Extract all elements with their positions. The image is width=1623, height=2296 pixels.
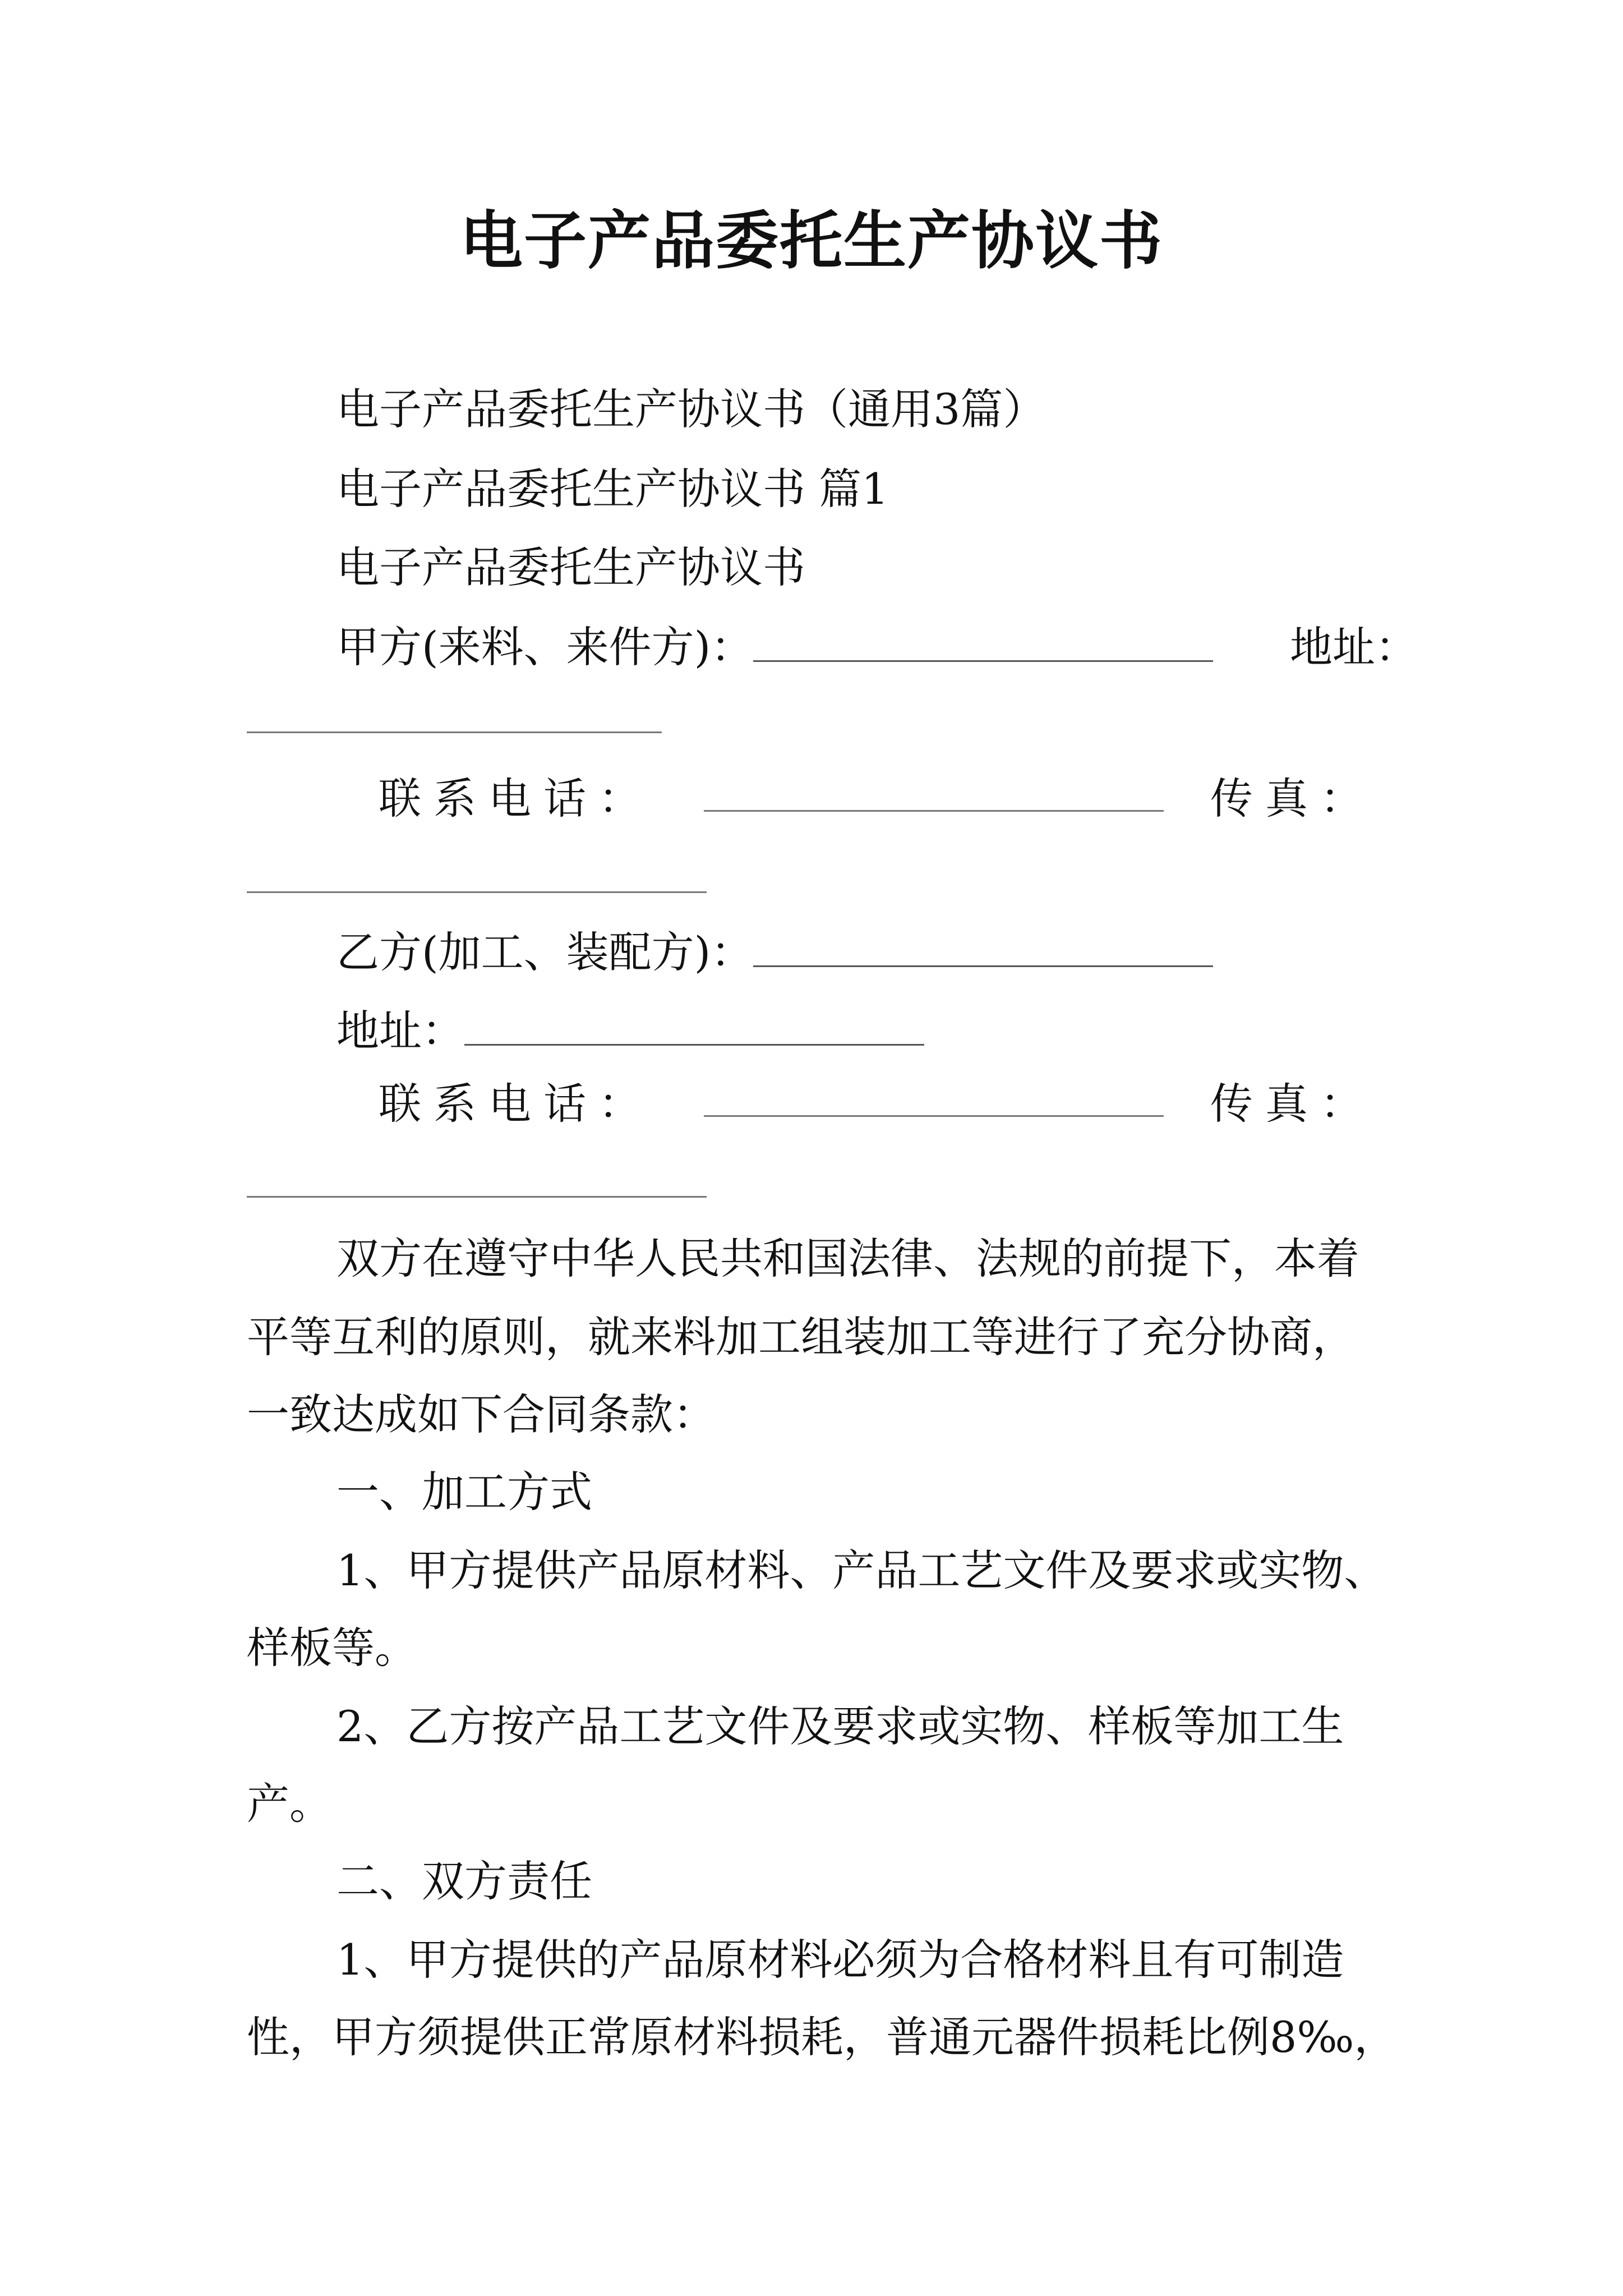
- section-1-item-2-line-2: 产。: [247, 1779, 332, 1829]
- section-1-item-1-line-1: 1、甲方提供产品原材料、产品工艺文件及要求或实物、: [336, 1545, 1387, 1595]
- party-a-name-field[interactable]: [753, 621, 1213, 662]
- preamble-line-1: 双方在遵守中华人民共和国法律、法规的前提下，本着: [336, 1234, 1359, 1283]
- document-title: 电子产品委托生产协议书: [460, 204, 1163, 278]
- party-b-line: [336, 924, 1213, 981]
- section-1-heading: 一、加工方式: [336, 1467, 592, 1517]
- party-b-fax-label: 传真：: [1210, 1079, 1375, 1129]
- party-b-phone-label: 联系电话：: [379, 1079, 653, 1129]
- party-b-name-field[interactable]: [753, 926, 1213, 967]
- section-1-item-1-line-2: 样板等。: [247, 1623, 417, 1673]
- party-b-address-label: 地址：: [336, 1006, 464, 1056]
- party-a-address-field[interactable]: [247, 729, 662, 733]
- party-b-address-field[interactable]: [464, 1005, 924, 1046]
- party-b-phone-field[interactable]: [704, 1113, 1164, 1117]
- party-a-fax-label: 传真：: [1210, 774, 1375, 823]
- section-1-item-2-line-1: 2、乙方按产品工艺文件及要求或实物、样板等加工生: [336, 1701, 1344, 1751]
- section-2-heading: 二、双方责任: [336, 1856, 592, 1906]
- preamble-line-3: 一致达成如下合同条款：: [247, 1389, 716, 1439]
- heading-part-1: 电子产品委托生产协议书 篇1: [336, 464, 889, 514]
- section-2-item-1-line-2: 性，甲方须提供正常原材料损耗，普通元器件损耗比例8‰，: [247, 2012, 1397, 2062]
- party-b-address-line: [336, 1003, 924, 1059]
- party-a-label: 甲方(来料、来件方)：: [336, 622, 754, 672]
- party-a-line: [336, 619, 1213, 675]
- party-a-address-label: 地址：: [1290, 622, 1418, 672]
- party-b-fax-field[interactable]: [247, 1194, 707, 1198]
- party-b-label: 乙方(加工、装配方)：: [336, 927, 754, 977]
- party-a-fax-field[interactable]: [247, 889, 707, 893]
- preamble-line-2: 平等互利的原则，就来料加工组装加工等进行了充分协商，: [247, 1312, 1355, 1362]
- heading-contract: 电子产品委托生产协议书: [336, 542, 805, 592]
- section-2-item-1-line-1: 1、甲方提供的产品原材料必须为合格材料且有可制造: [336, 1935, 1344, 1985]
- party-a-phone-label: 联系电话：: [379, 774, 653, 823]
- party-a-phone-field[interactable]: [704, 808, 1164, 812]
- heading-general: 电子产品委托生产协议书（通用3篇）: [336, 384, 1046, 434]
